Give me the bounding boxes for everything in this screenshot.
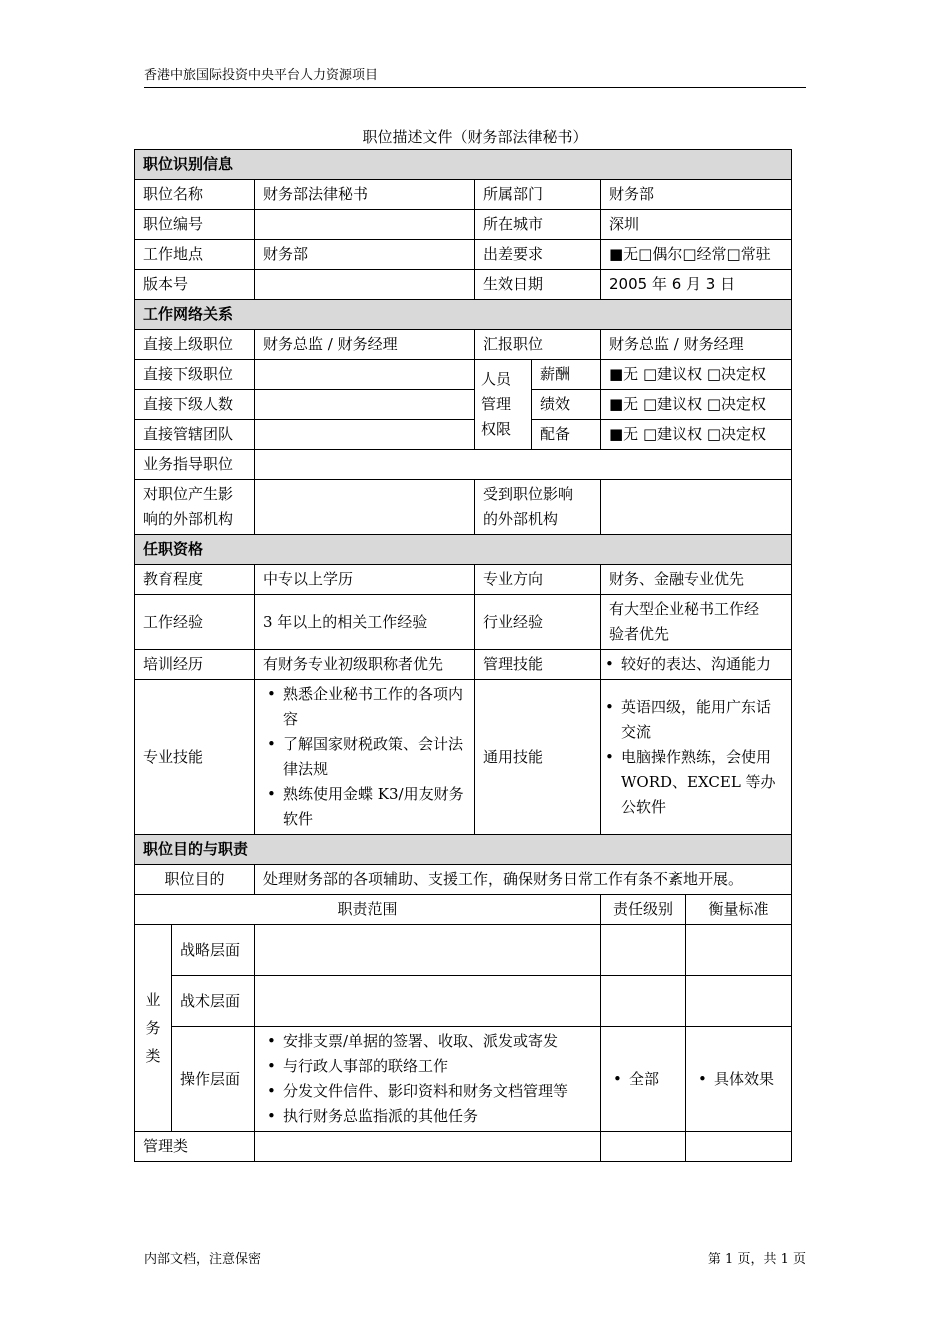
label-cell: 通用技能 xyxy=(475,680,601,835)
section-row xyxy=(135,835,792,865)
section-qualification: 任职资格 xyxy=(135,535,792,565)
footer-page-number: 第 1 页，共 1 页 xyxy=(707,1252,806,1267)
value-cell xyxy=(255,976,601,1027)
label-cell: 教育程度 xyxy=(135,565,255,595)
section-duties: 职位目的与职责 xyxy=(135,835,792,865)
value-cell: 中专以上学历 xyxy=(255,565,475,595)
section-row xyxy=(135,535,792,565)
list-item: • 全部 xyxy=(629,1067,677,1092)
table-row xyxy=(135,390,792,420)
value-cell: 财务部 xyxy=(601,180,792,210)
table-row xyxy=(135,1132,792,1162)
value-cell: 3 年以上的相关工作经验 xyxy=(255,595,475,650)
value-cell xyxy=(601,925,686,976)
value-cell xyxy=(255,270,475,300)
value-cell xyxy=(255,360,475,390)
table-row xyxy=(135,565,792,595)
column-header: 职责范围 xyxy=(135,895,601,925)
value-cell: 财务部法律秘书 xyxy=(255,180,475,210)
label-cell: 管理类 xyxy=(135,1132,255,1162)
category-char: 类 xyxy=(145,1047,161,1065)
table-row xyxy=(135,480,792,535)
bullet-list xyxy=(267,682,466,832)
value-cell: ■无□偶尔□经常□常驻 xyxy=(601,240,792,270)
label-line: 响的外部机构 xyxy=(143,510,234,528)
table-row xyxy=(135,680,792,835)
column-header: 衡量标准 xyxy=(686,895,792,925)
list-item: • 熟悉企业秘书工作的各项内容 xyxy=(283,682,466,732)
label-cell: 生效日期 xyxy=(475,270,601,300)
label-cell: 管理技能 xyxy=(475,650,601,680)
list-item: • 熟练使用金蝶 K3/用友财务软件 xyxy=(283,782,466,832)
list-item: • 安排支票/单据的签署、收取、派发或寄发 xyxy=(283,1029,592,1054)
label-cell: 直接上级职位 xyxy=(135,330,255,360)
value-cell xyxy=(255,390,475,420)
value-cell xyxy=(255,210,475,240)
label-cell: 绩效 xyxy=(532,390,601,420)
value-cell xyxy=(255,925,601,976)
value-cell xyxy=(255,680,475,835)
value-cell xyxy=(686,976,792,1027)
bullet-list xyxy=(694,1067,783,1092)
bullet-list xyxy=(609,1067,677,1092)
bullet-list xyxy=(605,652,783,677)
list-item: • 英语四级，能用广东话交流 xyxy=(621,695,783,745)
label-cell: 直接管辖团队 xyxy=(135,420,255,450)
label-cell xyxy=(135,480,255,535)
label-cell: 薪酬 xyxy=(532,360,601,390)
value-cell xyxy=(601,680,792,835)
label-cell: 所在城市 xyxy=(475,210,601,240)
value-line: 验者优先 xyxy=(609,625,670,643)
authority-label-cell xyxy=(475,360,532,450)
value-line: 有大型企业秘书工作经 xyxy=(609,600,760,618)
value-cell xyxy=(601,480,792,535)
table-row xyxy=(135,450,792,480)
list-item: • 具体效果 xyxy=(714,1067,783,1092)
value-cell: 处理财务部的各项辅助、支援工作，确保财务日常工作有条不紊地开展。 xyxy=(255,865,792,895)
section-network: 工作网络关系 xyxy=(135,300,792,330)
label-cell xyxy=(475,480,601,535)
table-row xyxy=(135,650,792,680)
label-cell: 业务指导职位 xyxy=(135,450,255,480)
value-cell xyxy=(686,1132,792,1162)
bullet-list xyxy=(605,695,783,820)
label-cell: 战术层面 xyxy=(172,976,255,1027)
value-cell xyxy=(686,925,792,976)
table-row xyxy=(135,420,792,450)
value-cell xyxy=(601,650,792,680)
section-row xyxy=(135,150,792,180)
label-cell: 直接下级职位 xyxy=(135,360,255,390)
authority-label-line: 权限 xyxy=(481,420,512,438)
list-item: • 分发文件信件、影印资料和财务文档管理等 xyxy=(283,1079,592,1104)
category-char: 业 xyxy=(145,991,161,1009)
value-cell xyxy=(255,480,475,535)
value-cell xyxy=(601,1132,686,1162)
label-cell: 职位名称 xyxy=(135,180,255,210)
label-cell: 职位编号 xyxy=(135,210,255,240)
label-cell: 所属部门 xyxy=(475,180,601,210)
document-title: 职位描述文件（财务部法律秘书） xyxy=(362,128,588,146)
label-cell: 操作层面 xyxy=(172,1027,255,1132)
label-cell: 版本号 xyxy=(135,270,255,300)
label-cell: 行业经验 xyxy=(475,595,601,650)
value-cell xyxy=(255,1027,601,1132)
category-char: 务 xyxy=(145,1019,161,1037)
value-cell xyxy=(255,450,792,480)
table-row xyxy=(135,1027,792,1132)
value-cell: ■无 □建议权 □决定权 xyxy=(601,360,792,390)
label-cell: 专业技能 xyxy=(135,680,255,835)
label-cell: 工作经验 xyxy=(135,595,255,650)
value-cell xyxy=(255,1132,601,1162)
label-cell: 战略层面 xyxy=(172,925,255,976)
table-row xyxy=(135,865,792,895)
section-row xyxy=(135,300,792,330)
value-cell: 财务总监 / 财务经理 xyxy=(255,330,475,360)
label-cell: 出差要求 xyxy=(475,240,601,270)
label-line: 的外部机构 xyxy=(483,510,559,528)
value-cell: 财务部 xyxy=(255,240,475,270)
value-cell: 财务总监 / 财务经理 xyxy=(601,330,792,360)
job-description-table xyxy=(134,149,792,1162)
value-cell: 深圳 xyxy=(601,210,792,240)
value-cell xyxy=(601,595,792,650)
label-cell: 直接下级人数 xyxy=(135,390,255,420)
table-row xyxy=(135,330,792,360)
table-row xyxy=(135,270,792,300)
value-cell: ■无 □建议权 □决定权 xyxy=(601,390,792,420)
list-item: • 执行财务总监指派的其他任务 xyxy=(283,1104,592,1129)
label-cell: 汇报职位 xyxy=(475,330,601,360)
footer-confidential: 内部文档，注意保密 xyxy=(144,1252,262,1267)
table-row xyxy=(135,180,792,210)
label-cell: 培训经历 xyxy=(135,650,255,680)
value-cell xyxy=(686,1027,792,1132)
value-cell: 有财务专业初级职称者优先 xyxy=(255,650,475,680)
category-cell xyxy=(135,925,172,1132)
value-cell: ■无 □建议权 □决定权 xyxy=(601,420,792,450)
label-cell: 职位目的 xyxy=(135,865,255,895)
list-item: • 较好的表达、沟通能力 xyxy=(621,652,783,677)
label-cell: 专业方向 xyxy=(475,565,601,595)
table-row xyxy=(135,210,792,240)
section-identification: 职位识别信息 xyxy=(135,150,792,180)
list-item: • 了解国家财税政策、会计法律法规 xyxy=(283,732,466,782)
table-row xyxy=(135,976,792,1027)
column-header: 责任级别 xyxy=(601,895,686,925)
label-line: 对职位产生影 xyxy=(143,485,234,503)
table-row xyxy=(135,240,792,270)
value-cell: 2005 年 6 月 3 日 xyxy=(601,270,792,300)
authority-label-line: 管理 xyxy=(481,395,512,413)
value-cell: 财务、金融专业优先 xyxy=(601,565,792,595)
value-cell xyxy=(255,420,475,450)
bullet-list xyxy=(267,1029,592,1129)
value-cell xyxy=(601,1027,686,1132)
table-row xyxy=(135,360,792,390)
label-cell: 工作地点 xyxy=(135,240,255,270)
label-line: 受到职位影响 xyxy=(483,485,574,503)
table-header-row xyxy=(135,895,792,925)
value-cell xyxy=(601,976,686,1027)
table-row xyxy=(135,595,792,650)
authority-label-line: 人员 xyxy=(481,370,512,388)
page-header: 香港中旅国际投资中央平台人力资源项目 xyxy=(144,64,806,88)
list-item: • 电脑操作熟练，会使用 WORD、EXCEL 等办公软件 xyxy=(621,745,783,820)
table-row xyxy=(135,925,792,976)
list-item: • 与行政人事部的联络工作 xyxy=(283,1054,592,1079)
label-cell: 配备 xyxy=(532,420,601,450)
